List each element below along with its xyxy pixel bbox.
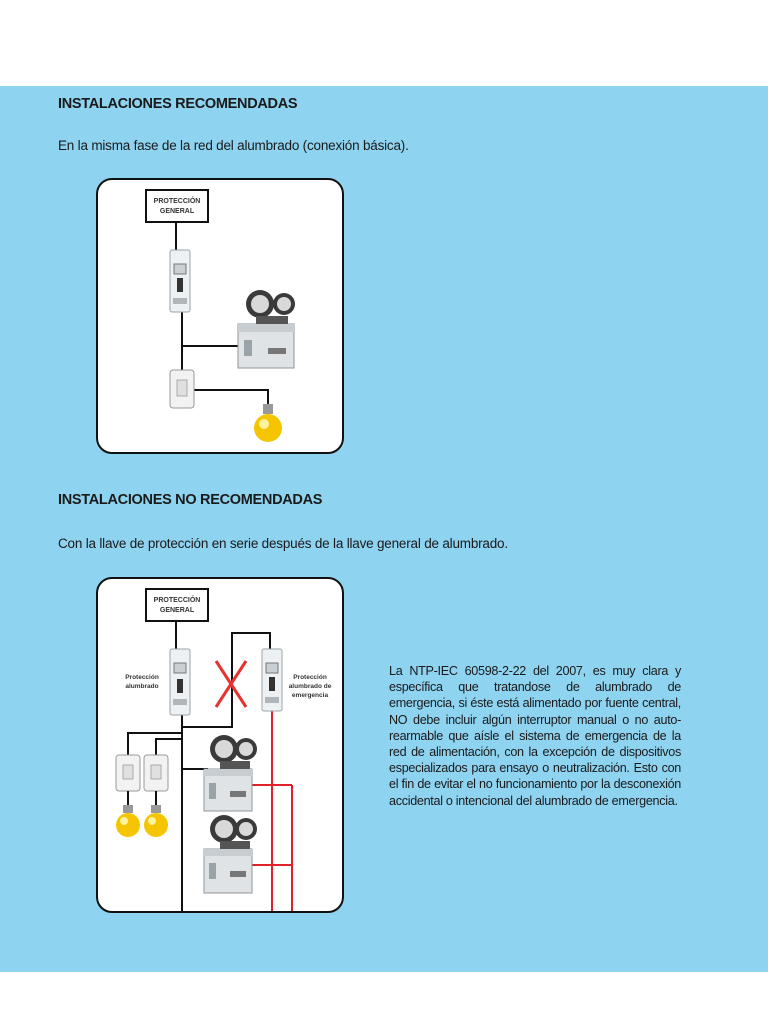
left-breaker-label-line2: alumbrado (125, 683, 159, 690)
light-bulb-icon (254, 404, 282, 442)
section-subtitle-not-recommended: Con la llave de protección en serie después de la llave general de alumbrado. (58, 536, 508, 551)
light-bulb-icon (116, 791, 140, 837)
light-bulb-icon (144, 791, 168, 837)
emergency-light-unit-icon (204, 815, 257, 893)
emergency-light-unit-icon (204, 735, 257, 811)
box-label-line2: GENERAL (159, 208, 195, 215)
diagram-not-recommended (96, 577, 344, 913)
box-label-line1: PROTECCIÓN (153, 198, 201, 205)
lighting-breaker-icon (170, 649, 190, 715)
wall-switch-icon (116, 755, 140, 791)
right-breaker-label-line2: alumbrado de (288, 683, 332, 690)
right-breaker-label-line1: Protección (293, 674, 327, 681)
wall-switch-icon (144, 755, 168, 791)
circuit-breaker-icon (170, 250, 190, 312)
box-label-line1: PROTECCIÓN (153, 597, 201, 604)
box-label-line2: GENERAL (159, 607, 195, 614)
section-heading-not-recommended: INSTALACIONES NO RECOMENDADAS (58, 492, 323, 508)
left-breaker-label-line1: Protección (125, 674, 159, 681)
general-protection-box (146, 589, 208, 621)
section-subtitle-recommended: En la misma fase de la red del alumbrado (conexión básica). (58, 138, 409, 153)
emergency-breaker-icon (262, 649, 282, 711)
emergency-light-unit-icon (238, 290, 295, 368)
standard-explanation-paragraph: La NTP-IEC 60598-2-22 del 2007, es muy clara y específica que tratandose de alumbrado de emergencia, si éste está alimentado por fuente central, NO debe incluir algún interruptor manual o no auto-rearmable que aísle el sistema de emergencia de la red de alimentación, con la excepción de dispositivos especializados para ensayo o neutralización. Esto con el fin de evitar el no funcionamiento por la desconexión accidental o intencional del alumbrado de emergencia. (389, 664, 681, 808)
section-heading-recommended: INSTALACIONES RECOMENDADAS (58, 96, 298, 112)
general-protection-box (146, 190, 208, 222)
diagram-recommended (96, 178, 344, 454)
wall-switch-icon (170, 370, 194, 408)
right-breaker-label-line3: emergencia (291, 692, 329, 699)
